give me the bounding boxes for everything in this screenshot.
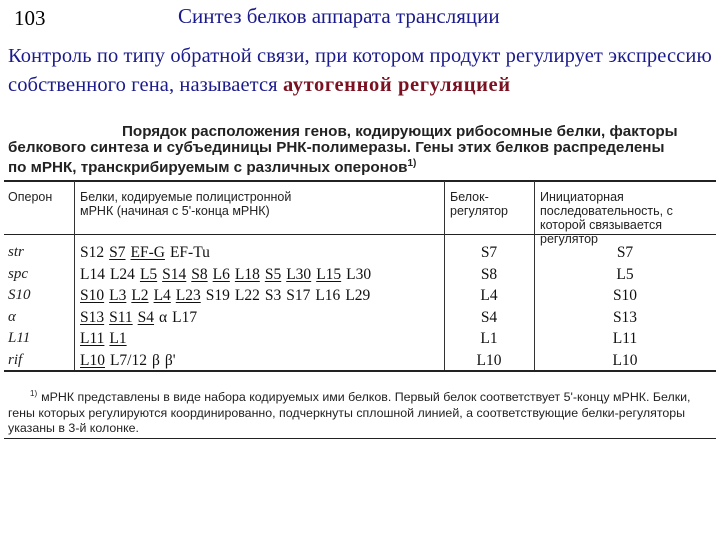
intro-paragraph [8,42,714,100]
slide-title: Синтез белков аппарата трансляции [178,4,500,28]
gene-protein: S3 [264,287,282,305]
header-initiator: Инициаторная последовательность, с которой связывается регулятор [540,190,673,246]
regulator-protein: S7 [480,244,498,261]
table-caption [8,124,720,176]
initiator-sequence: S13 [612,308,638,326]
operon-name: α [8,308,16,325]
gene-protein: L18 [234,265,260,283]
gene-list [80,266,376,284]
gene-list [80,309,202,327]
intro-text: Контроль по типу обратной связи, при котором продукт регулирует экспрессию собственного гена, называется [8,45,712,96]
footnote-rule [4,438,716,439]
gene-protein: S5 [264,265,282,283]
gene-protein: L10 [80,352,105,369]
table-top-rule [4,180,716,182]
gene-protein: L1 [109,330,127,348]
header-proteins: Белки, кодируемые полицистронной мРНК (начиная с 5'-конца мРНК) [80,190,292,218]
gene-protein: L7/12 [109,352,147,369]
column-divider [534,181,535,370]
gene-protein: α [159,308,168,326]
gene-protein: S8 [191,265,208,283]
gene-protein: L3 [109,287,127,305]
gene-list [80,352,181,370]
regulator-protein: L1 [480,330,498,348]
initiator-sequence: L11 [612,330,638,348]
gene-protein: L16 [315,287,341,305]
gene-protein: L22 [234,287,260,305]
caption-line-1: Порядок расположения генов, кодирующих рибосомные белки, факторы [122,123,678,140]
initiator-sequence: L5 [616,265,634,283]
gene-protein: S17 [286,287,311,305]
gene-list [80,330,132,348]
caption-line-2: белкового синтеза и субъединицы РНК-полимеразы. Гены этих белков распределены [8,139,665,156]
gene-protein: S4 [137,308,155,326]
intro-term: аутогенной регуляцией [282,74,511,96]
operon-name: rif [8,352,23,368]
gene-protein: L11 [80,330,105,348]
gene-protein: EF-Tu [169,244,210,261]
scanned-table [4,120,716,442]
regulator-protein: S8 [480,265,498,283]
gene-list [80,244,215,262]
initiator-sequence: S7 [616,244,634,261]
gene-protein: L30 [346,265,372,283]
header-operon: Оперон [8,190,53,204]
operon-name: spc [8,265,28,282]
regulator-protein: S4 [480,308,498,326]
gene-protein: S13 [80,308,105,326]
table-bottom-rule [4,370,716,372]
caption-line-3-wrap [8,156,720,176]
gene-list [80,287,375,305]
operon-name: S10 [8,287,31,304]
footnote-marker: 1) [30,389,38,398]
gene-protein: L5 [139,265,158,283]
gene-protein: L30 [286,265,312,283]
operon-name: str [8,244,24,260]
gene-protein: EF-G [130,244,165,261]
caption-line-3: по мРНК, транскрибируемым с различных оперонов [8,159,408,177]
caption-note: 1) [407,158,417,169]
gene-protein: L23 [175,287,201,305]
initiator-sequence: L10 [612,352,638,369]
initiator-sequence: S10 [612,287,638,305]
gene-protein: L14 [80,265,105,283]
gene-protein: S14 [162,265,187,283]
gene-protein: S11 [109,308,133,326]
gene-protein: β [152,352,160,369]
gene-protein: S12 [80,244,105,261]
regulator-protein: L4 [480,287,498,305]
column-divider [74,181,75,370]
gene-protein: L15 [316,265,342,283]
table-footnote [8,386,716,437]
gene-protein: β' [164,352,176,369]
footnote-text: мРНК представлены в виде набора кодируемых ими белков. Первый белок соответствует 5'-концу мРНК. Белки, гены которых регулируются координированно, подчеркнуты сплошной линией, а соответствующие белки-регуляторы указаны в 3-й колонке. [8,390,691,436]
gene-protein: L6 [212,265,230,283]
gene-protein: L29 [345,287,371,305]
gene-protein: L4 [153,287,171,305]
regulator-protein: L10 [476,352,502,369]
slide-number: 103 [14,6,46,30]
gene-protein: L17 [172,308,198,326]
operon-name: L11 [8,330,31,347]
gene-protein: L2 [131,287,149,305]
gene-protein: S7 [109,244,126,261]
gene-protein: L24 [109,265,135,283]
gene-protein: S19 [205,287,230,305]
header-regulator: Белок-регулятор [450,190,508,218]
gene-protein: S10 [80,287,105,305]
